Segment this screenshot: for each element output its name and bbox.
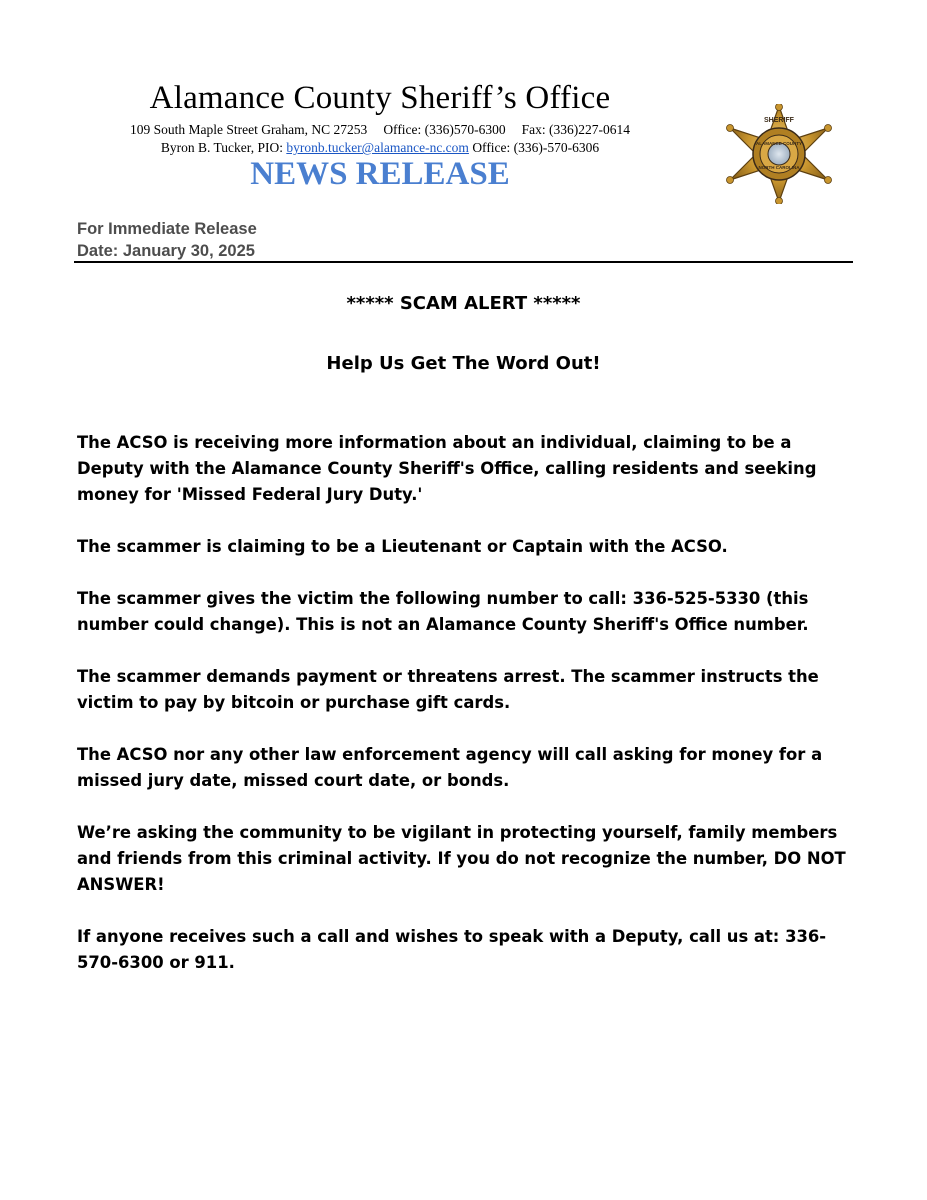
body-paragraph: The scammer is claiming to be a Lieutenant or Captain with the ACSO. [77, 537, 728, 556]
contact-line-address [60, 122, 700, 138]
badge-top-text: SHERIFF [764, 117, 794, 124]
body-paragraph: The scammer demands payment or threatens arrest. The scammer instructs the victim to pay by bitcoin or purchase gift cards. [77, 667, 819, 712]
org-title: Alamance County Sheriff’s Office [149, 80, 611, 116]
body-paragraph: If anyone receives such a call and wishes to speak with a Deputy, call us at: 336-570-6300 or 911. [77, 927, 827, 972]
office-phone: Office: (336)570-6300 [383, 122, 506, 137]
body-paragraph: We’re asking the community to be vigilant in protecting yourself, family members and friends from this criminal activity. If you do not recognize the number, DO NOT ANSWER! [77, 823, 846, 894]
release-date: Date: January 30, 2025 [77, 242, 255, 260]
badge-bottom-text: NORTH CAROLINA [758, 165, 800, 170]
fax-number: Fax: (336)227-0614 [521, 122, 631, 137]
contact-line-pio [60, 140, 700, 156]
release-info [77, 218, 257, 262]
sheriff-badge-icon [714, 104, 844, 204]
address-text: 109 South Maple Street Graham, NC 27253 [129, 122, 368, 137]
body-paragraph: The scammer gives the victim the following number to call: 336-525-5330 (this number could change). This is not an Alamance County Sheriff's Office number. [77, 589, 809, 634]
pio-label: Byron B. Tucker, PIO: [160, 140, 283, 155]
news-release-heading: NEWS RELEASE [250, 156, 510, 192]
body-paragraph: The ACSO is receiving more information about an individual, claiming to be a Deputy with the Alamance County Sheriff's Office, calling residents and seeking money for 'Missed Federal Jury Duty.' [77, 433, 817, 504]
release-status: For Immediate Release [77, 220, 257, 238]
scam-alert-title: ***** SCAM ALERT ***** [346, 293, 581, 314]
scam-alert-subtitle: Help Us Get The Word Out! [326, 353, 601, 374]
body-paragraph: The ACSO nor any other law enforcement agency will call asking for money for a missed jury date, missed court date, or bonds. [77, 745, 823, 790]
badge-ring-text: ALAMANCE COUNTY [756, 141, 802, 146]
header-divider [74, 261, 853, 263]
pio-email-link[interactable]: byronb.tucker@alamance-nc.com [286, 140, 469, 155]
pio-office-phone: Office: (336)-570-6306 [472, 140, 600, 155]
release-body [77, 430, 857, 1002]
